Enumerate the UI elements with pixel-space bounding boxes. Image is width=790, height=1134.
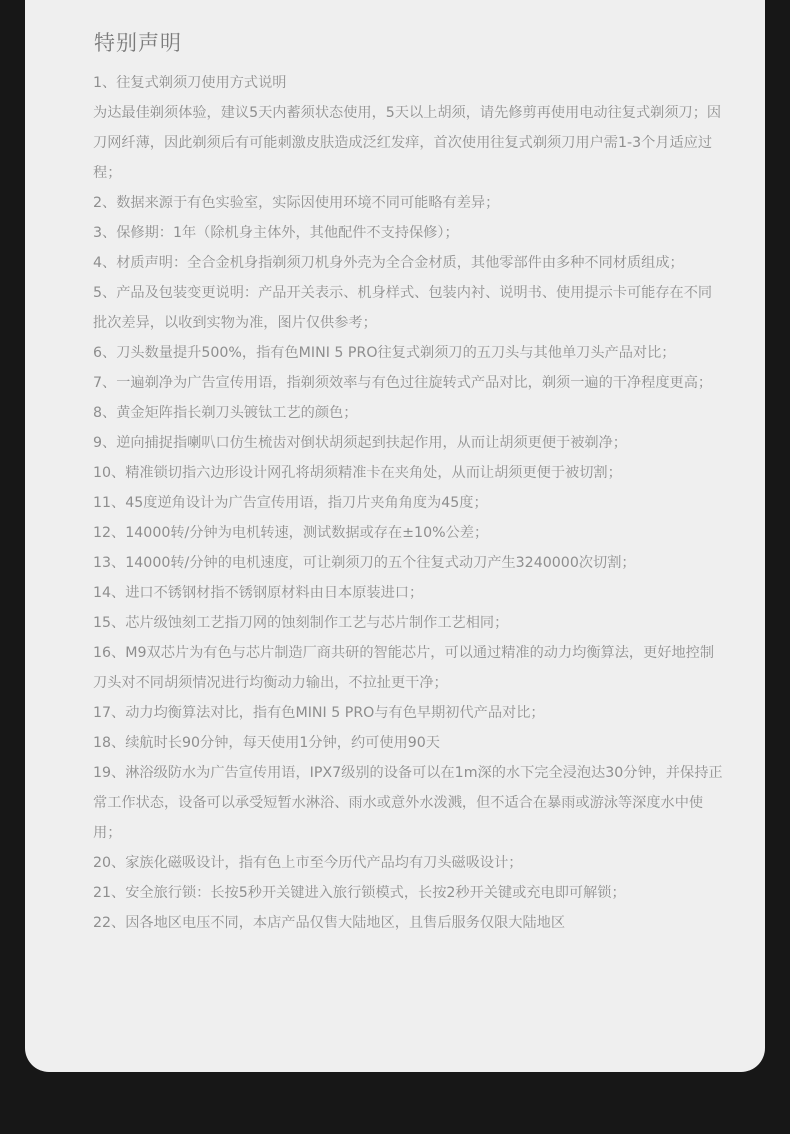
disclaimer-item: 19、淋浴级防水为广告宣传用语，IPX7级别的设备可以在1m深的水下完全浸泡达30分钟，并保持正常工作状态，设备可以承受短暂水淋浴、雨水或意外水泼溅，但不适合在暴雨或游泳等深度水中使用； <box>93 765 723 841</box>
disclaimer-item: 9、逆向捕捉指喇叭口仿生梳齿对倒状胡须起到扶起作用，从而让胡须更便于被剃净； <box>93 435 627 451</box>
disclaimer-item: 11、45度逆角设计为广告宣传用语，指刀片夹角角度为45度； <box>93 495 488 511</box>
disclaimer-item: 22、因各地区电压不同，本店产品仅售大陆地区，且售后服务仅限大陆地区 <box>93 915 566 931</box>
page-title: 特别声明 <box>94 31 182 55</box>
disclaimer-item: 16、M9双芯片为有色与芯片制造厂商共研的智能芯片，可以通过精准的动力均衡算法，更好地控制刀头对不同胡须情况进行均衡动力输出，不拉扯更干净； <box>93 645 715 691</box>
disclaimer-item: 5、产品及包装变更说明：产品开关表示、机身样式、包装内衬、说明书、使用提示卡可能存在不同批次差异，以收到实物为准，图片仅供参考； <box>93 285 713 331</box>
disclaimer-item: 13、14000转/分钟的电机速度，可让剃须刀的五个往复式动刀产生3240000次切割； <box>93 555 636 571</box>
disclaimer-item: 4、材质声明：全合金机身指剃须刀机身外壳为全合金材质，其他零部件由多种不同材质组成； <box>93 255 684 271</box>
disclaimer-item: 12、14000转/分钟为电机转速，测试数据或存在±10%公差； <box>93 525 489 541</box>
disclaimer-list <box>93 68 723 938</box>
disclaimer-item: 为达最佳剃须体验，建议5天内蓄须状态使用，5天以上胡须，请先修剪再使用电动往复式剃须刀；因刀网纤薄，因此剃须后有可能刺激皮肤造成泛红发痒，首次使用往复式剃须刀用户需1-3个月适应过程； <box>93 105 722 181</box>
disclaimer-item: 2、数据来源于有色实验室，实际因使用环境不同可能略有差异； <box>93 195 500 211</box>
disclaimer-item: 14、进口不锈钢材指不锈钢原材料由日本原装进口； <box>93 585 424 601</box>
disclaimer-item: 1、往复式剃须刀使用方式说明 <box>93 75 287 91</box>
disclaimer-item: 15、芯片级蚀刻工艺指刀网的蚀刻制作工艺与芯片制作工艺相同； <box>93 615 509 631</box>
disclaimer-item: 8、黄金矩阵指长剃刀头镀钛工艺的颜色； <box>93 405 358 421</box>
disclaimer-item: 6、刀头数量提升500%，指有色MINI 5 PRO往复式剃须刀的五刀头与其他单刀头产品对比； <box>93 345 676 361</box>
disclaimer-card <box>25 0 765 1072</box>
disclaimer-item: 21、安全旅行锁：长按5秒开关键进入旅行锁模式，长按2秒开关键或充电即可解锁； <box>93 885 626 901</box>
disclaimer-item: 17、动力均衡算法对比，指有色MINI 5 PRO与有色早期初代产品对比； <box>93 705 545 721</box>
disclaimer-item: 3、保修期：1年（除机身主体外，其他配件不支持保修）； <box>93 225 459 241</box>
disclaimer-item: 18、续航时长90分钟，每天使用1分钟，约可使用90天 <box>93 735 440 751</box>
disclaimer-item: 20、家族化磁吸设计，指有色上市至今历代产品均有刀头磁吸设计； <box>93 855 523 871</box>
disclaimer-item: 7、一遍剃净为广告宣传用语，指剃须效率与有色过往旋转式产品对比，剃须一遍的干净程度更高； <box>93 375 713 391</box>
disclaimer-item: 10、精准锁切指六边形设计网孔将胡须精准卡在夹角处，从而让胡须更便于被切割； <box>93 465 622 481</box>
